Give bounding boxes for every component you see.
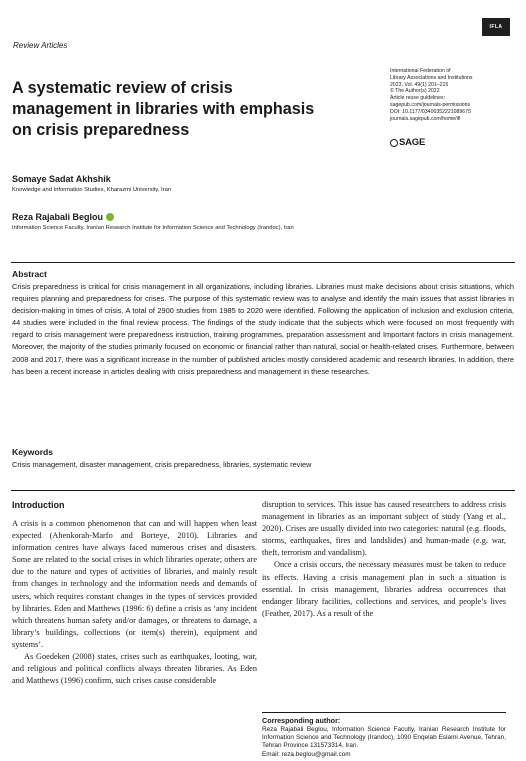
corresponding-author-heading: Corresponding author: xyxy=(262,716,341,725)
corresponding-author-info xyxy=(262,726,506,759)
journal-meta-line: Article reuse guidelines: xyxy=(390,95,446,102)
article-title: A systematic review of crisis management in libraries with emphasis on crisis preparedness xyxy=(12,79,315,139)
sage-logo-text: SAGE xyxy=(399,137,426,148)
body-column-right xyxy=(262,499,506,620)
introduction-heading: Introduction xyxy=(12,500,65,510)
body-column-left xyxy=(12,518,257,687)
author-affiliation: Knowledge and Information Studies, Kharazmi University, Iran xyxy=(12,187,172,193)
orcid-icon[interactable] xyxy=(106,213,114,221)
corresponding-author-address: Reza Rajabali Beglou, Information Science Faculty, Iranian Research Institute for Information Science and Technology (Irandoc), 1090 Enqelab Eslami Avenue, Tehran, Tehran Province 131573314, Iran. xyxy=(262,726,506,750)
journal-home-link[interactable]: journals.sagepub.com/home/ifl xyxy=(390,115,461,122)
section-label: Review Articles xyxy=(13,41,68,50)
corresponding-author-email[interactable]: Email: reza.beglou@gmail.com xyxy=(262,750,351,758)
body-paragraph: Once a crisis occurs, the necessary measures must be taken to reduce its effects. Having a crisis management plan in such a situation is essential. In crisis management, libraries address occurrences that endanger library facilities, collections and services, and people’s lives (Feather, 2017). As a result of the xyxy=(262,560,506,618)
author-name-row xyxy=(12,212,114,222)
keywords-text: Crisis management, disaster management, crisis preparedness, libraries, systematic review xyxy=(12,460,312,469)
body-paragraph: A crisis is a common phenomenon that can and will happen when least expected (Ahenkorah-Marfo and Borteye, 2010). Libraries and information centres have always faced numerous crises and disasters. Some are related to the social crises in which libraries operate; others are due to the nature and types of activities of libraries, and mainly result from changes in technology and the information needs and demands of users, which requires constant changes in the types of services provided by libraries. Eden and Matthews (1996: 6) define a crisis as ‘any incident which threatens human safety and/or damages, or threatens to damage, a library’s buildings, collections (or item(s) therein), equipment and systems’. xyxy=(12,519,257,649)
journal-meta xyxy=(390,68,515,122)
body-paragraph: disruption to services. This issue has caused researchers to address crisis management in libraries as an important subject of study (Yang et al., 2020). Crises are usually divided into two categories: natural (e.g. floods, storms, earthquakes, fires and landslides) and human-made (e.g. war, theft, terrorism and vandalism). xyxy=(262,500,506,558)
abstract-text: Crisis preparedness is critical for crisis management in all organizations, including libraries. Libraries must make decisions about crisis situations, which requires planning and preparedness for crises. The purpose of this systematic review was to analyse and identify the main issues that assist libraries in decision-making in times of crisis. A total of 2900 studies from 1985 to 2020 were identified. Following the application of inclusion and exclusion criteria, 44 studies were included in the final review process. The findings of the study indicate that the subjects which were focused on most frequently with regard to crisis management were preparedness instruction, training programmes, preparation assessment and Important factors in crisis management. Moreover, the majority of the studies primarily focused on economic or financial rather than natural, social or health-related crises. Furthermore, between 2008 and 2017, there was a significant increase in the number of published articles mostly considered academic and research libraries. In addition, there has been a recent increase in articles dealing with crisis preparedness and management in these researches. xyxy=(12,282,514,376)
doi-link[interactable]: DOI: 10.1177/03400352221089675 xyxy=(390,108,471,115)
journal-meta-line: 2023, Vol. 49(1) 201–215 xyxy=(390,81,449,88)
author-affiliation: Information Science Faculty, Iranian Research Institute for Information Science and Technology (Irandoc), Iran xyxy=(12,225,294,231)
journal-meta-line: © The Author(s) 2022 xyxy=(390,88,440,95)
author-name: Reza Rajabali Beglou xyxy=(12,212,104,222)
author-name: Somaye Sadat Akhshik xyxy=(12,174,111,184)
permissions-link[interactable]: sagepub.com/journals-permissions xyxy=(390,101,471,108)
journal-meta-line: International Federation of xyxy=(390,68,451,74)
keywords-heading: Keywords xyxy=(12,447,54,457)
abstract-heading: Abstract xyxy=(12,269,47,279)
ifla-logo: IFLA xyxy=(482,18,510,36)
journal-meta-line: Library Associations and Institutions xyxy=(390,74,473,81)
footnote-divider xyxy=(262,712,506,713)
divider xyxy=(11,262,515,263)
body-paragraph: As Goedeken (2008) states, crises such as earthquakes, looting, war, and religious and political conflicts always threaten libraries. As Eden and Matthews (1996) confirm, such crises cause considerable xyxy=(12,652,257,686)
sage-logo xyxy=(390,137,425,148)
divider xyxy=(11,490,515,491)
sage-mark-icon xyxy=(390,139,398,147)
